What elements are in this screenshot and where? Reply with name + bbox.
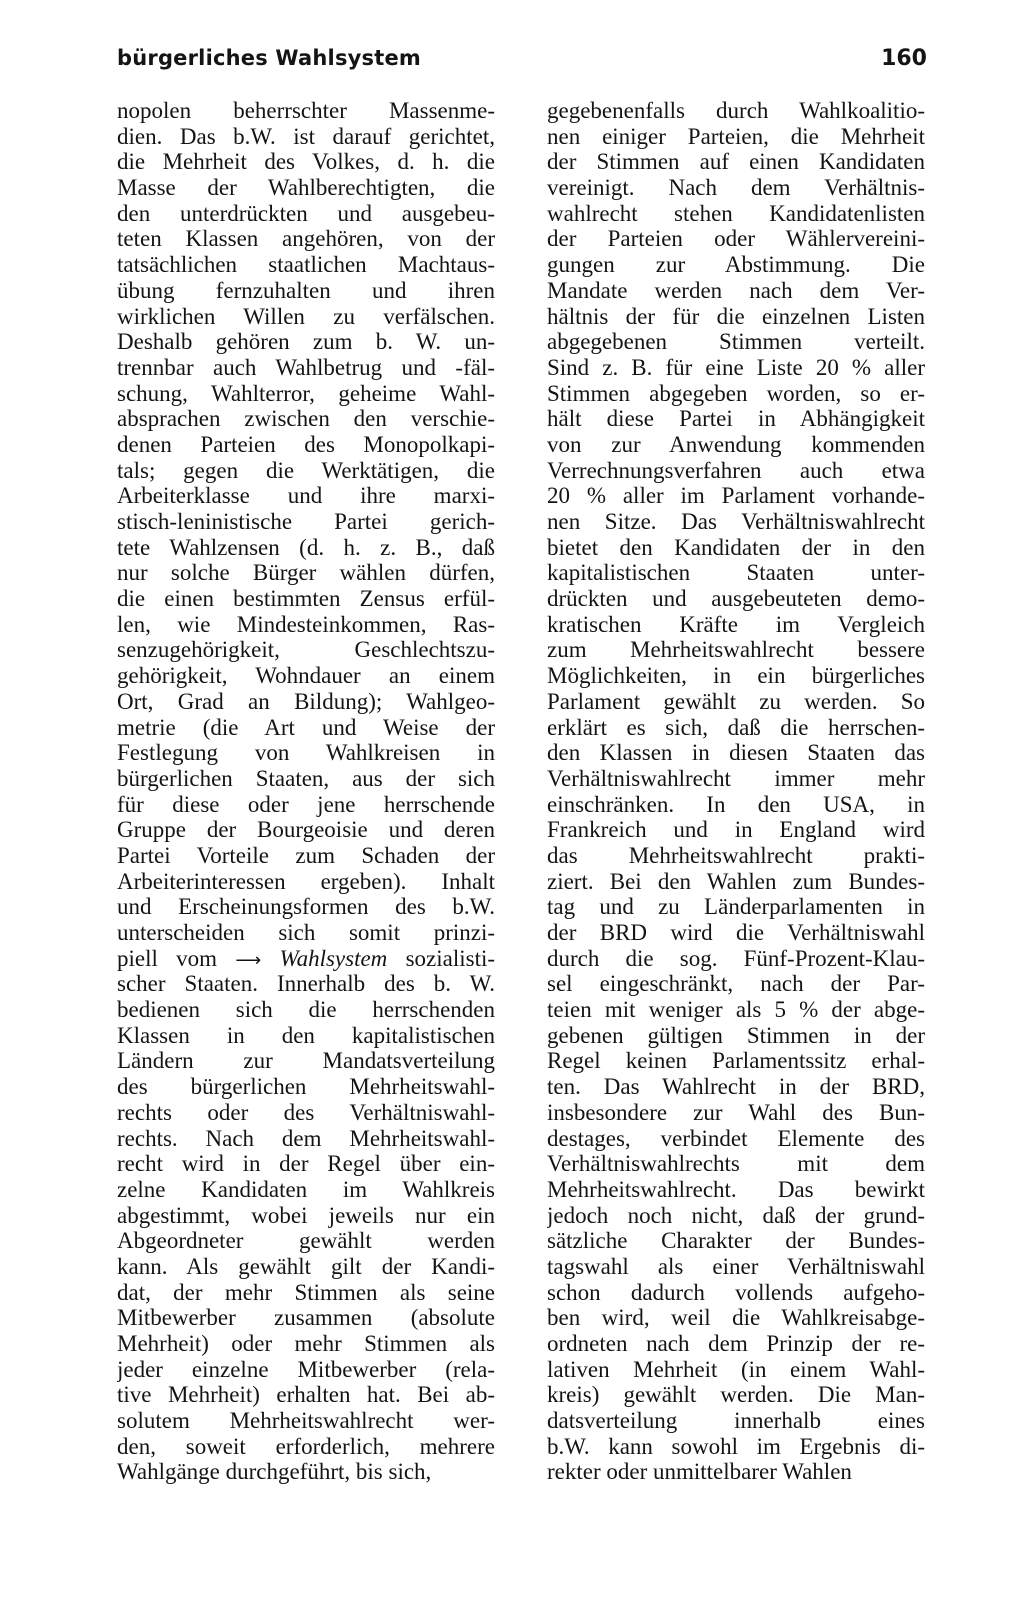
text-line: dat, der mehr Stimmen als seine bbox=[117, 1279, 495, 1305]
text-line: tals; gegen die Werktätigen, die bbox=[117, 457, 495, 483]
text-line: tag und zu Länderparlamenten in bbox=[547, 894, 925, 920]
text-line: solutem Mehrheitswahlrecht wer- bbox=[117, 1408, 495, 1434]
text-line: sel eingeschränkt, nach der Par- bbox=[547, 971, 925, 997]
text-line: der Stimmen auf einen Kandidaten bbox=[547, 149, 925, 175]
text-line: gungen zur Abstimmung. Die bbox=[547, 252, 925, 278]
text-line: ten. Das Wahlrecht in der BRD, bbox=[547, 1074, 925, 1100]
text-line: übung fernzuhalten und ihren bbox=[117, 277, 495, 303]
text-line: Arbeiterklasse und ihre marxi- bbox=[117, 483, 495, 509]
text-line: Wahlgänge durchgeführt, bis sich, bbox=[117, 1459, 432, 1485]
text-line: durch die sog. Fünf-Prozent-Klau- bbox=[547, 945, 925, 971]
text-line bbox=[117, 946, 495, 972]
text-line: 20 % aller im Parlament vorhande- bbox=[547, 483, 925, 509]
text-line: trennbar auch Wahlbetrug und -fäl- bbox=[117, 354, 495, 380]
text-line: Regel keinen Parlamentssitz erhal- bbox=[547, 1048, 925, 1074]
text-line: für diese oder jene herrschende bbox=[117, 791, 495, 817]
text-line: Stimmen abgegeben worden, so er- bbox=[547, 380, 925, 406]
text-line: unterscheiden sich somit prinzi- bbox=[117, 920, 495, 945]
text-line: tatsächlichen staatlichen Machtaus- bbox=[117, 252, 495, 278]
text-line: schung, Wahlterror, geheime Wahl- bbox=[117, 380, 495, 406]
cross-reference-arrow-icon: ⟶ bbox=[235, 949, 262, 971]
text-line: der BRD wird die Verhältniswahl bbox=[547, 920, 925, 945]
running-head bbox=[117, 46, 927, 86]
text-line: der Parteien oder Wählervereini- bbox=[547, 226, 925, 252]
text-line: wirklichen Willen zu verfälschen. bbox=[117, 303, 495, 329]
text-line: vereinigt. Nach dem Verhältnis- bbox=[547, 175, 925, 201]
text-line: scher Staaten. Innerhalb des b. W. bbox=[117, 971, 495, 997]
text-line: lativen Mehrheit (in einem Wahl- bbox=[547, 1356, 925, 1382]
text-line: Abgeordneter gewählt werden bbox=[117, 1228, 495, 1254]
text-line: insbesondere zur Wahl des Bun- bbox=[547, 1099, 925, 1125]
text-line: kratischen Kräfte im Vergleich bbox=[547, 611, 925, 637]
text-line: kreis) gewählt werden. Die Man- bbox=[547, 1382, 925, 1408]
text-line: ziert. Bei den Wahlen zum Bundes- bbox=[547, 868, 925, 894]
text-line: gehörigkeit, Wohndauer an einem bbox=[117, 663, 495, 689]
text-line: Gruppe der Bourgeoisie und deren bbox=[117, 817, 495, 843]
text-line: Deshalb gehören zum b. W. un- bbox=[117, 329, 495, 355]
text-line: Klassen in den kapitalistischen bbox=[117, 1022, 495, 1048]
text-line: nen Sitze. Das Verhältniswahlrecht bbox=[547, 509, 925, 534]
text-line: bürgerlichen Staaten, aus der sich bbox=[117, 765, 495, 791]
text-line: recht wird in der Regel über ein- bbox=[117, 1151, 495, 1177]
text-line: tive Mehrheit) erhalten hat. Bei ab- bbox=[117, 1382, 495, 1408]
text-line: destages, verbindet Elemente des bbox=[547, 1125, 925, 1151]
text-line: gegebenenfalls durch Wahlkoalitio- bbox=[547, 98, 925, 123]
text-line: abgestimmt, wobei jeweils nur ein bbox=[117, 1202, 495, 1228]
text-line: ordneten nach dem Prinzip der re- bbox=[547, 1331, 925, 1356]
text-line: tete Wahlzensen (d. h. z. B., daß bbox=[117, 534, 495, 560]
text-line: metrie (die Art und Weise der bbox=[117, 714, 495, 740]
text-line: Mehrheit) oder mehr Stimmen als bbox=[117, 1331, 495, 1356]
text-line: den Klassen in diesen Staaten das bbox=[547, 740, 925, 766]
text-line: Mandate werden nach dem Ver- bbox=[547, 277, 925, 303]
arrow-line-text: piell vom bbox=[117, 945, 218, 971]
text-line: zum Mehrheitswahlrecht bessere bbox=[547, 637, 925, 663]
text-line: den, soweit erforderlich, mehrere bbox=[117, 1433, 495, 1459]
text-line: dien. Das b.W. ist darauf gerichtet, bbox=[117, 123, 495, 149]
text-line: teien mit weniger als 5 % der abge- bbox=[547, 997, 925, 1023]
text-line: len, wie Mindesteinkommen, Ras- bbox=[117, 611, 495, 637]
text-line: gebenen gültigen Stimmen in der bbox=[547, 1022, 925, 1048]
text-line: Sind z. B. für eine Liste 20 % aller bbox=[547, 354, 925, 380]
text-line: wahlrecht stehen Kandidatenlisten bbox=[547, 200, 925, 226]
text-line: teten Klassen angehören, von der bbox=[117, 226, 495, 252]
arrow-line-text: sozialisti- bbox=[405, 945, 495, 971]
text-line: jeder einzelne Mitbewerber (rela- bbox=[117, 1356, 495, 1382]
text-line: datsverteilung innerhalb eines bbox=[547, 1408, 925, 1434]
text-line: die einen bestimmten Zensus erfül- bbox=[117, 586, 495, 612]
text-line: Parlament gewählt zu werden. So bbox=[547, 688, 925, 714]
text-line: absprachen zwischen den verschie- bbox=[117, 406, 495, 432]
text-line: nen einiger Parteien, die Mehrheit bbox=[547, 123, 925, 149]
text-line: abgegebenen Stimmen verteilt. bbox=[547, 329, 925, 355]
text-line: Festlegung von Wahlkreisen in bbox=[117, 740, 495, 766]
text-line: Partei Vorteile zum Schaden der bbox=[117, 842, 495, 868]
text-line: zelne Kandidaten im Wahlkreis bbox=[117, 1176, 495, 1202]
text-line: erklärt es sich, daß die herrschen- bbox=[547, 714, 925, 740]
text-line: das Mehrheitswahlrecht prakti- bbox=[547, 842, 925, 868]
text-line: Mehrheitswahlrecht. Das bewirkt bbox=[547, 1176, 925, 1202]
text-line: hält diese Partei in Abhängigkeit bbox=[547, 406, 925, 432]
text-line: kapitalistischen Staaten unter- bbox=[547, 560, 925, 586]
text-line: Möglichkeiten, in ein bürgerliches bbox=[547, 663, 925, 689]
text-line: einschränken. In den USA, in bbox=[547, 791, 925, 817]
text-line: stisch-leninistische Partei gerich- bbox=[117, 509, 495, 534]
text-line: hältnis der für die einzelnen Listen bbox=[547, 303, 925, 329]
page-number: 160 bbox=[881, 46, 927, 71]
text-line: Verhältniswahlrecht immer mehr bbox=[547, 765, 925, 791]
running-head-title: bürgerliches Wahlsystem bbox=[117, 46, 422, 70]
text-line: Verrechnungsverfahren auch etwa bbox=[547, 457, 925, 483]
text-line: sätzliche Charakter der Bundes- bbox=[547, 1228, 925, 1254]
text-line: und Erscheinungsformen des b.W. bbox=[117, 894, 495, 920]
text-line: nopolen beherrschter Massenme- bbox=[117, 98, 495, 123]
text-line: Ländern zur Mandatsverteilung bbox=[117, 1048, 495, 1074]
right-text-column bbox=[547, 98, 925, 1485]
text-line: nur solche Bürger wählen dürfen, bbox=[117, 560, 495, 586]
text-line: des bürgerlichen Mehrheitswahl- bbox=[117, 1074, 495, 1100]
text-line: die Mehrheit des Volkes, d. h. die bbox=[117, 149, 495, 175]
text-line: Ort, Grad an Bildung); Wahlgeo- bbox=[117, 688, 495, 714]
left-text-column bbox=[117, 98, 495, 1485]
text-line: von zur Anwendung kommenden bbox=[547, 431, 925, 457]
cross-reference-link[interactable]: Wahlsystem bbox=[279, 945, 388, 971]
text-line: rechts oder des Verhältniswahl- bbox=[117, 1099, 495, 1125]
text-line: Frankreich und in England wird bbox=[547, 817, 925, 843]
text-line: rechts. Nach dem Mehrheitswahl- bbox=[117, 1125, 495, 1151]
text-line: den unterdrückten und ausgebeu- bbox=[117, 200, 495, 226]
text-line: Arbeiterinteressen ergeben). Inhalt bbox=[117, 868, 495, 894]
text-line: denen Parteien des Monopolkapi- bbox=[117, 431, 495, 457]
text-line: tagswahl als einer Verhältniswahl bbox=[547, 1253, 925, 1279]
text-line: Masse der Wahlberechtigten, die bbox=[117, 175, 495, 201]
text-line: ben wird, weil die Wahlkreisabge- bbox=[547, 1305, 925, 1331]
text-line: bietet den Kandidaten der in den bbox=[547, 534, 925, 560]
text-line: drückten und ausgebeuteten demo- bbox=[547, 586, 925, 612]
text-line: Verhältniswahlrechts mit dem bbox=[547, 1151, 925, 1177]
text-line: Mitbewerber zusammen (absolute bbox=[117, 1305, 495, 1331]
text-line: kann. Als gewählt gilt der Kandi- bbox=[117, 1253, 495, 1279]
text-line: bedienen sich die herrschenden bbox=[117, 997, 495, 1023]
text-line: rekter oder unmittelbarer Wahlen bbox=[547, 1459, 852, 1485]
text-line: jedoch noch nicht, daß der grund- bbox=[547, 1202, 925, 1228]
text-line: schon dadurch vollends aufgeho- bbox=[547, 1279, 925, 1305]
text-line: senzugehörigkeit, Geschlechtszu- bbox=[117, 637, 495, 663]
text-line: b.W. kann sowohl im Ergebnis di- bbox=[547, 1433, 925, 1459]
